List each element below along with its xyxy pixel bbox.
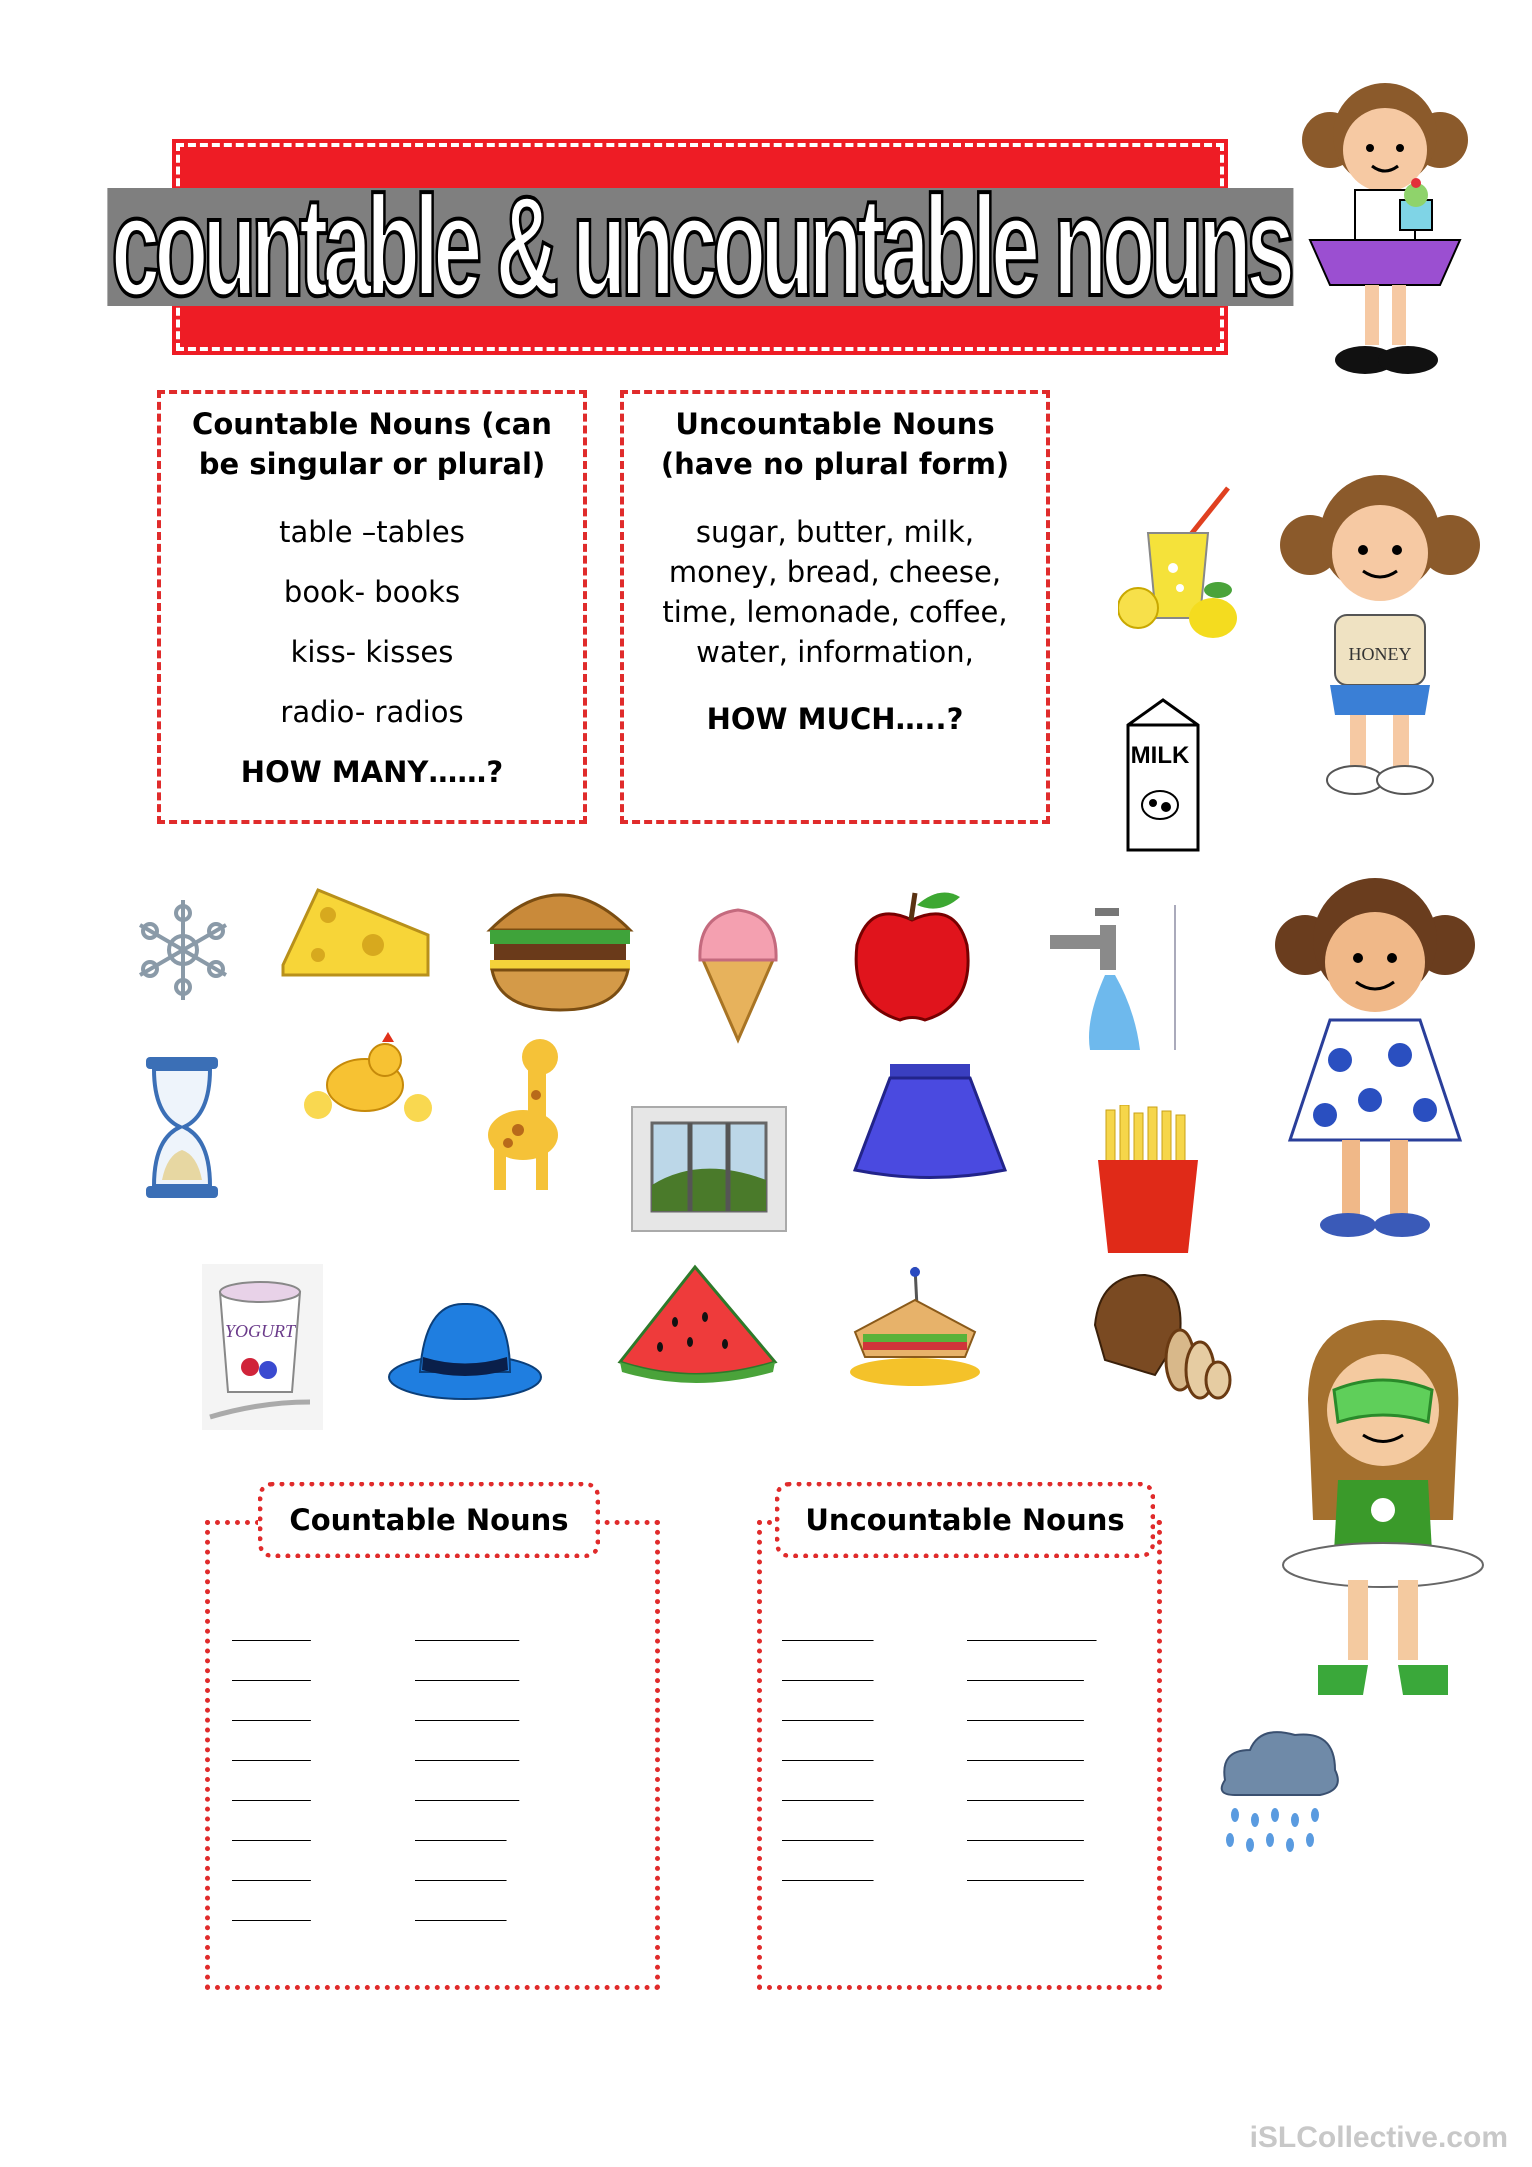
rain-cloud-icon xyxy=(1210,1720,1350,1860)
answer-blank[interactable]: _______ xyxy=(415,1812,504,1842)
milk-label: MILK xyxy=(1130,742,1190,769)
giraffe-icon xyxy=(478,1035,573,1195)
milk-carton-icon xyxy=(1118,695,1208,855)
uncountable-answer-col1 xyxy=(782,1607,912,1887)
answer-blank[interactable]: _______ xyxy=(782,1692,871,1722)
ice-cream-cone-icon xyxy=(688,895,788,1045)
answer-blank[interactable]: ________ xyxy=(415,1652,517,1682)
sandwich-icon xyxy=(845,1262,985,1392)
girl-waving-illustration xyxy=(1270,870,1480,1250)
yogurt-label: YOGURT xyxy=(224,1321,296,1341)
countable-question: HOW MANY……? xyxy=(240,755,504,789)
answer-blank[interactable]: ________ xyxy=(415,1692,517,1722)
answer-blank[interactable]: _________ xyxy=(967,1852,1081,1882)
answer-blank[interactable]: ______ xyxy=(232,1812,308,1842)
answer-blank[interactable]: _______ xyxy=(782,1652,871,1682)
countable-info-box xyxy=(157,390,587,824)
answer-blank[interactable]: ________ xyxy=(415,1612,517,1642)
cheese-icon xyxy=(278,880,438,980)
hamburger-icon xyxy=(480,870,640,1015)
answer-blank[interactable]: __________ xyxy=(967,1612,1094,1642)
snowflake-icon xyxy=(128,895,238,1005)
countable-heading-line2: be singular or plural) xyxy=(198,447,546,481)
answer-blank[interactable]: _______ xyxy=(415,1892,504,1922)
answer-blank[interactable]: ________ xyxy=(415,1732,517,1762)
countable-example: table –tables xyxy=(279,515,465,549)
answer-blank[interactable]: _______ xyxy=(782,1612,871,1642)
girl-honey-illustration xyxy=(1275,465,1485,805)
countable-answer-box xyxy=(205,1520,660,1990)
answer-blank[interactable]: _________ xyxy=(967,1772,1081,1802)
answer-blank[interactable]: ______ xyxy=(232,1892,308,1922)
uncountable-heading-line2: (have no plural form) xyxy=(660,447,1010,481)
answer-blank[interactable]: _______ xyxy=(415,1852,504,1882)
hat-icon xyxy=(385,1292,545,1402)
yogurt-icon xyxy=(200,1262,325,1432)
countable-heading-line1: Countable Nouns (can xyxy=(192,407,552,441)
answer-blank[interactable]: ______ xyxy=(232,1732,308,1762)
lemonade-icon xyxy=(1118,478,1238,648)
countable-example: radio- radios xyxy=(280,695,464,729)
skirt-icon xyxy=(850,1060,1010,1180)
apple-icon xyxy=(845,885,980,1025)
answer-blank[interactable]: _______ xyxy=(782,1772,871,1802)
page-title: countable & uncountable nouns xyxy=(107,188,1293,306)
uncountable-example: money, bread, cheese, xyxy=(668,555,1002,589)
uncountable-example: sugar, butter, milk, xyxy=(695,515,975,549)
uncountable-example: time, lemonade, coffee, xyxy=(662,595,1008,629)
footer-watermark: iSLCollective.com xyxy=(1249,2121,1508,2154)
answer-blank[interactable]: _______ xyxy=(782,1732,871,1762)
answer-blank[interactable]: ______ xyxy=(232,1692,308,1722)
window-icon xyxy=(630,1105,788,1233)
girl-swimsuit-illustration xyxy=(1268,1310,1498,1710)
uncountable-heading-line1: Uncountable Nouns xyxy=(675,407,995,441)
uncountable-example: water, information, xyxy=(696,635,974,669)
answer-blank[interactable]: ________ xyxy=(415,1772,517,1802)
countable-example: kiss- kisses xyxy=(290,635,454,669)
answer-blank[interactable]: ______ xyxy=(232,1612,308,1642)
countable-example: book- books xyxy=(283,575,461,609)
title-banner xyxy=(110,143,1290,351)
girl-icecream-illustration xyxy=(1290,70,1480,390)
countable-answer-col1 xyxy=(232,1607,352,1927)
hen-chicks-icon xyxy=(300,1030,435,1130)
uncountable-answer-col2 xyxy=(967,1607,1147,1887)
countable-answer-heading: Countable Nouns xyxy=(258,1482,600,1558)
uncountable-answer-heading: Uncountable Nouns xyxy=(775,1482,1155,1558)
honey-label: HONEY xyxy=(1348,644,1412,664)
answer-blank[interactable]: ______ xyxy=(232,1652,308,1682)
hourglass-icon xyxy=(142,1055,222,1200)
watermelon-icon xyxy=(615,1262,780,1387)
uncountable-info-box xyxy=(620,390,1050,824)
answer-blank[interactable]: _________ xyxy=(967,1692,1081,1722)
answer-blank[interactable]: _________ xyxy=(967,1812,1081,1842)
answer-blank[interactable]: ______ xyxy=(232,1772,308,1802)
bread-icon xyxy=(1085,1265,1235,1400)
water-tap-icon xyxy=(1045,900,1185,1060)
answer-blank[interactable]: _______ xyxy=(782,1812,871,1842)
french-fries-icon xyxy=(1088,1105,1208,1255)
countable-answer-col2 xyxy=(415,1607,575,1927)
uncountable-question: HOW MUCH…..? xyxy=(706,702,964,736)
answer-blank[interactable]: _________ xyxy=(967,1652,1081,1682)
answer-blank[interactable]: ______ xyxy=(232,1852,308,1882)
answer-blank[interactable]: _________ xyxy=(967,1732,1081,1762)
answer-blank[interactable]: _______ xyxy=(782,1852,871,1882)
uncountable-answer-box xyxy=(757,1520,1162,1990)
